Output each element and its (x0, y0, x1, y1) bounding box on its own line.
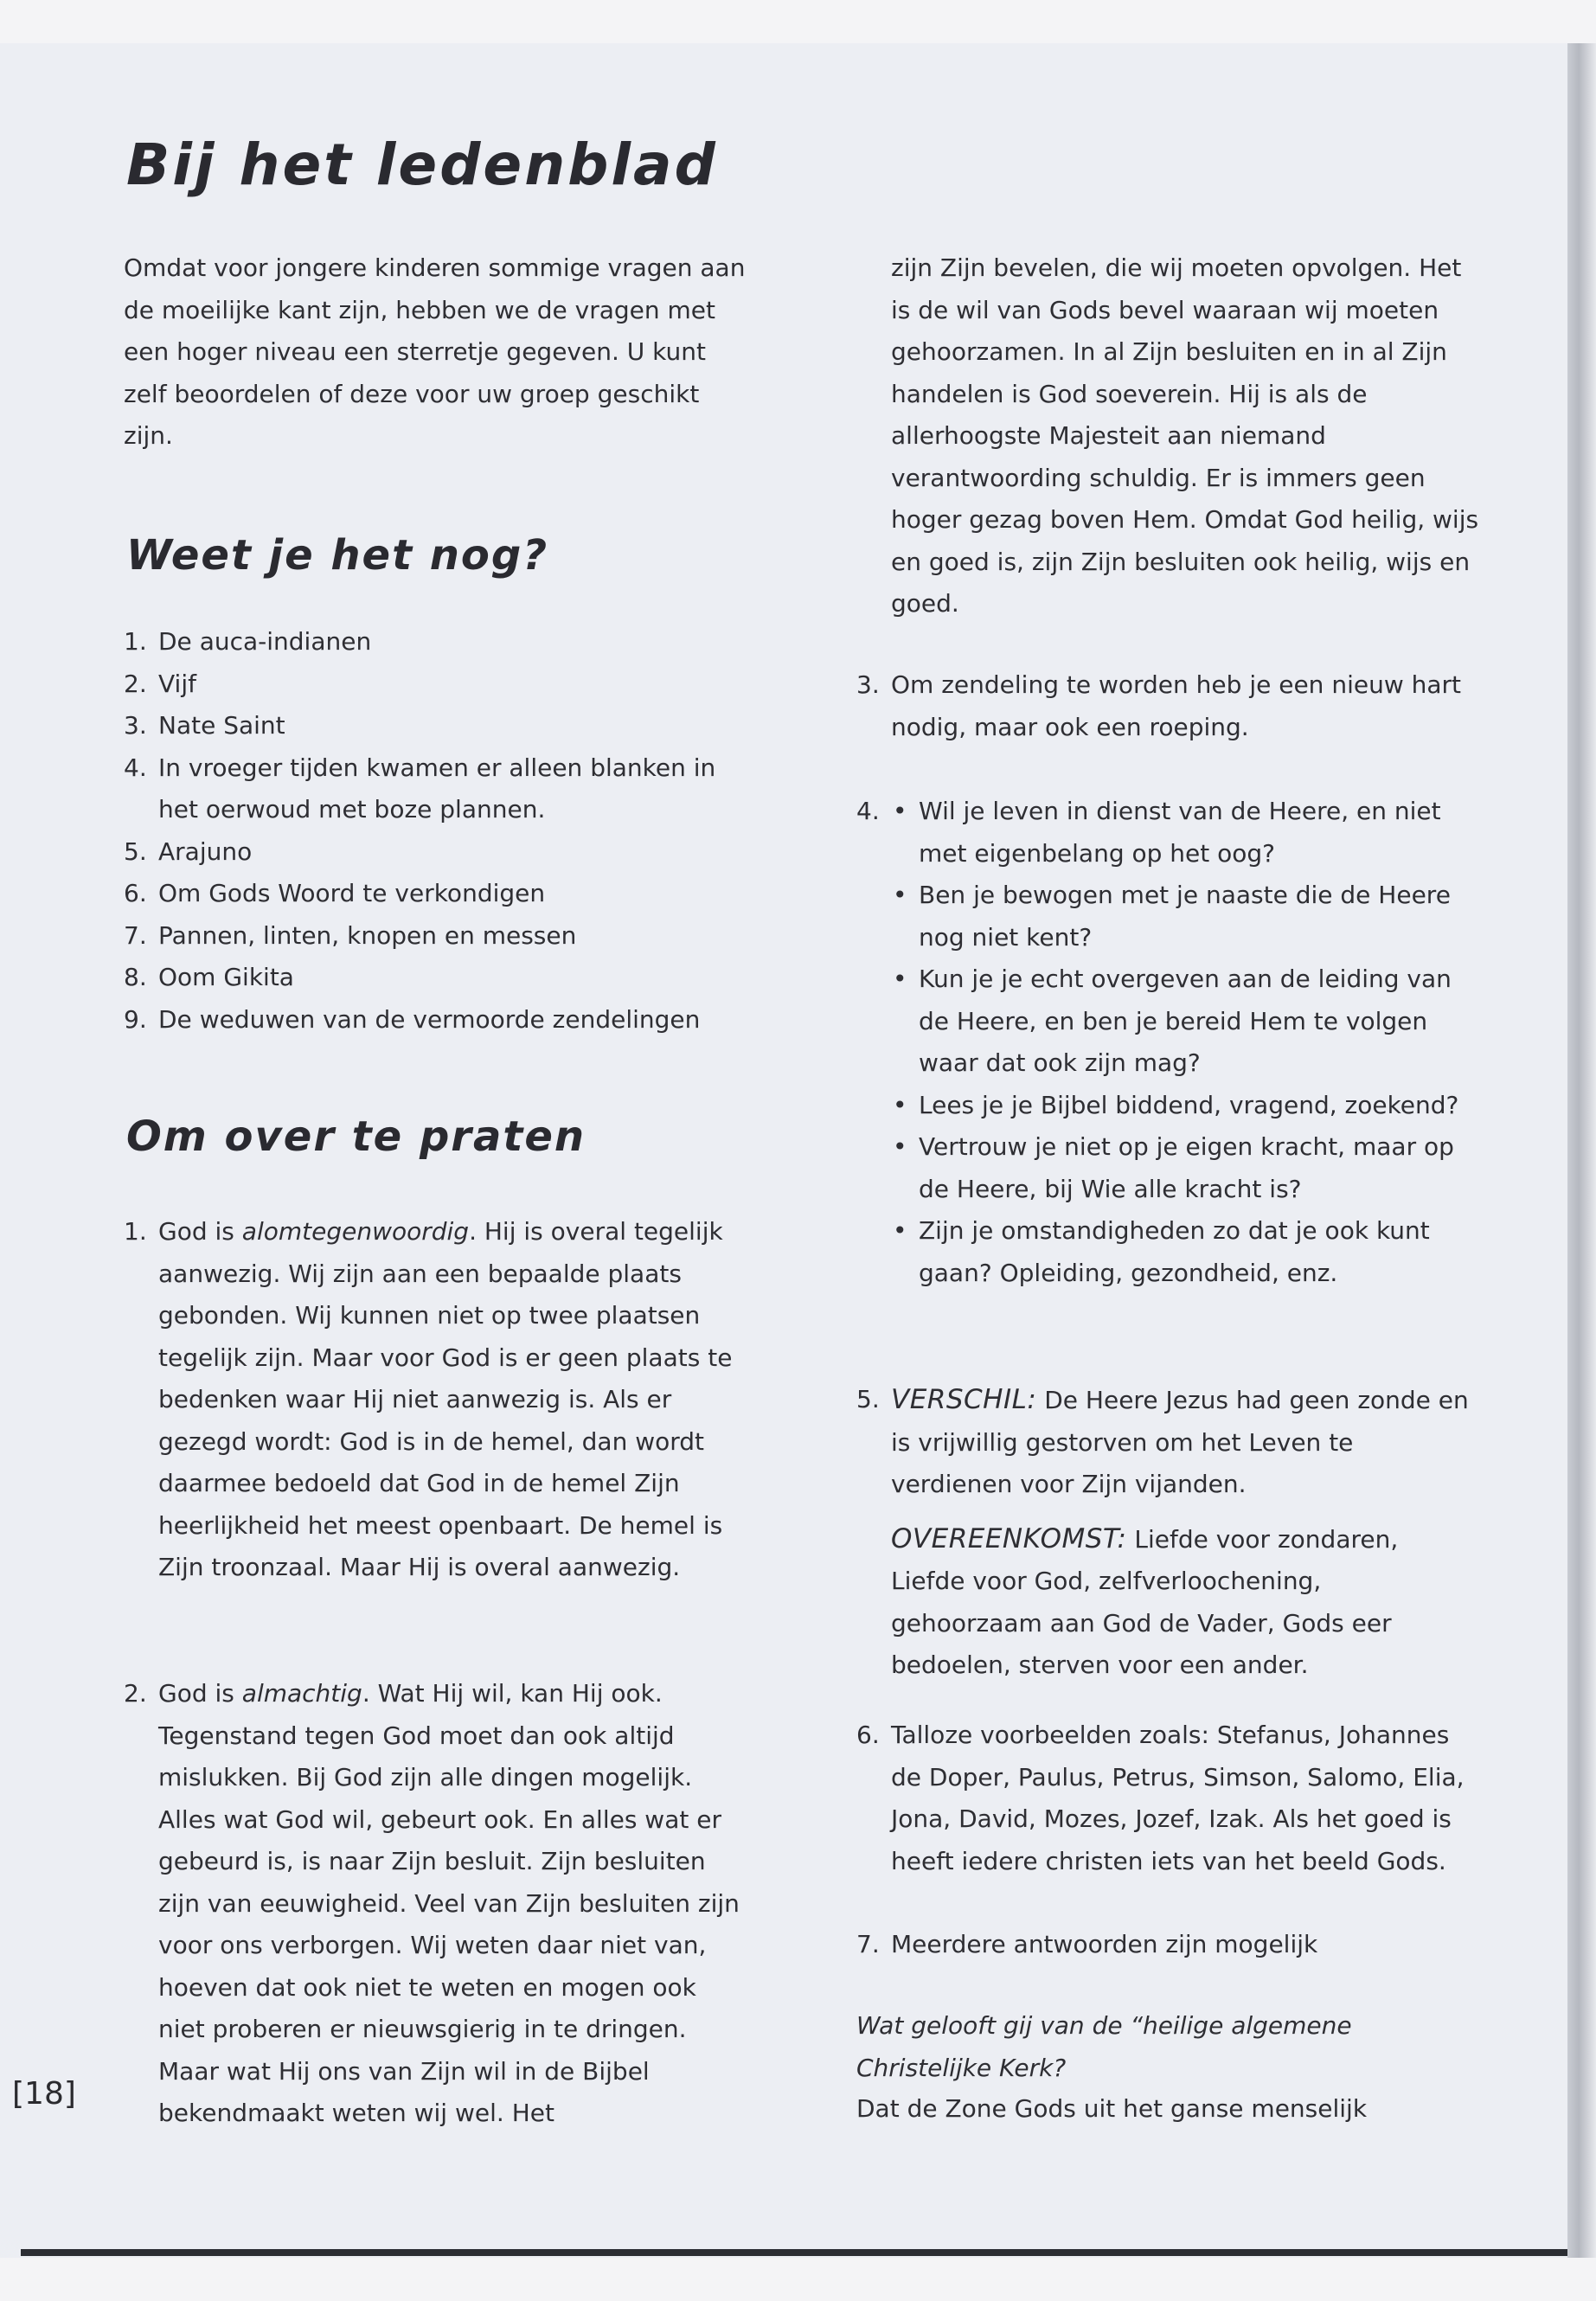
list-item: 6. Om Gods Woord te verkondigen (124, 879, 546, 907)
intro-paragraph: Omdat voor jongere kinderen sommige vragen aan de moeilijke kant zijn, hebben we de vragen met een hoger niveau een sterretje gegeven. U kunt zelf beoordelen of deze voor uw groep geschikt zijn. (124, 253, 746, 450)
bullet-list (891, 791, 1479, 1294)
list-item: 2. Vijf (124, 669, 196, 698)
overeenkomst-label: OVEREENKOMST: (891, 1522, 1127, 1554)
list-item: 4. In vroeger tijden kwamen er alleen blanken in het oerwoud met boze plannen. (124, 753, 716, 824)
answer-item-5: 5. VERSCHIL: De Heere Jezus had geen zonde en is vrijwillig gestorven om het Leven te verdienen voor Zijn vijanden. OVEREENKOMST: Liefde voor zondaren, Liefde voor God, zelfverloochening, gehoorzaam aan God de Vader, Gods eer bedoelen, sterven voor een ander. (856, 1384, 1469, 1679)
list-item: 7. Pannen, linten, knopen en messen (124, 920, 577, 950)
page-binding-edge (1567, 43, 1596, 2258)
term-alomtegenwoordig: alomtegenwoordig (241, 1217, 470, 1246)
list-item: • Kun je je echt overgeven aan de leiding van de Heere, en ben je bereid Hem te volgen waar dat ook zijn mag? (893, 965, 1452, 1077)
catechism-answer: Dat de Zone Gods uit het ganse menselijk (856, 2094, 1368, 2123)
list-item: • Wil je leven in dienst van de Heere, en niet met eigenbelang op het oog? (893, 797, 1441, 868)
list-item: 8. Oom Gikita (124, 963, 294, 991)
list-item: 3. Nate Saint (124, 711, 285, 740)
page-number: [18] (12, 2076, 76, 2112)
list-item: • Vertrouw je niet op je eigen kracht, maar op de Heere, bij Wie alle kracht is? (893, 1132, 1454, 1203)
bottom-rule (21, 2249, 1567, 2256)
term-almachtig: almachtig (241, 1679, 362, 1708)
answer-item-3: 3. Om zendeling te worden heb je een nieuw hart nodig, maar ook een roeping. (856, 670, 1462, 741)
section-title-weet-je-het-nog: Weet je het nog? (126, 531, 549, 580)
section-title-om-over-te-praten: Om over te praten (126, 1112, 586, 1161)
list-item: • Lees je je Bijbel biddend, vragend, zoekend? (893, 1090, 1459, 1119)
answer-item-6: 6. Talloze voorbeelden zoals: Stefanus, Johannes de Doper, Paulus, Petrus, Simson, Salomo, Elia, Jona, David, Mozes, Jozef, Izak. Als het goed is heeft iedere christen iets van het beeld Gods. (856, 1721, 1465, 1875)
catechism-question: Wat gelooft gij van de “heilige algemene Christelijke Kerk? (856, 2011, 1352, 2082)
answer-item-7: 7. Meerdere antwoorden zijn mogelijk (856, 1930, 1318, 1958)
talk-item-2: 2. God is almachtig. Wat Hij wil, kan Hij ook. Tegenstand tegen God moet dan ook altijd mislukken. Bij God zijn alle dingen mogelijk. Alles wat God wil, gebeurt ook. En alles wat er gebeurd is, is naar Zijn besluit. Zijn besluiten zijn van eeuwigheid. Veel van Zijn besluiten zijn voor ons verborgen. Wij weten daar niet van, hoeven dat ook niet te weten en mogen ook niet proberen er nieuwsgierig in te dringen. Maar wat Hij ons van Zijn wil in de Bijbel bekendmaakt weten wij wel. Het (124, 1679, 740, 2127)
answer-item-4: 4. • Wil je leven in dienst van de Heere, en niet met eigenbelang op het oog? • Ben je bewogen met je naaste die de Heere nog niet kent? • Kun je je echt overgeven aan de leiding van de Heere, en ben je bereid Hem te volgen waar dat ook zijn mag? • Lees je je Bijbel biddend, vragend, zoekend? • Vertrouw je niet op je eigen kracht, maar op de Heere, bij Wie alle kracht is? • Zijn je omstandigheden zo dat je ook kunt gaan? Opleiding, gezondheid, enz. (856, 791, 1479, 1294)
talk-item-1: 1. God is alomtegenwoordig. Hij is overal tegelijk aanwezig. Wij zijn aan een bepaalde plaats gebonden. Wij kunnen niet op twee plaatsen tegelijk zijn. Maar voor God is er geen plaats te bedenken waar Hij niet aanwezig is. Als er gezegd wordt: God is in de hemel, dan wordt daarmee bedoeld dat God in de hemel Zijn heerlijkheid het meest openbaart. De hemel is Zijn troonzaal. Maar Hij is overal aanwezig. (124, 1217, 733, 1581)
page-title: Bij het ledenblad (126, 131, 718, 198)
list-item: • Zijn je omstandigheden zo dat je ook kunt gaan? Opleiding, gezondheid, enz. (893, 1216, 1430, 1287)
list-item: 9. De weduwen van de vermoorde zendelingen (124, 1004, 701, 1034)
continued-paragraph: zijn Zijn bevelen, die wij moeten opvolgen. Het is de wil van Gods bevel waaraan wij moeten gehoorzamen. In al Zijn besluiten en in al Zijn handelen is God soeverein. Hij is als de allerhoogste Majesteit aan niemand verantwoording schuldig. Er is immers geen hoger gezag boven Hem. Omdat God heilig, wijs en goed is, zijn Zijn besluiten ook heilig, wijs en goed. (891, 253, 1479, 618)
list-item: 1. De auca-indianen (124, 627, 372, 656)
answers-list (124, 621, 747, 1041)
list-item: • Ben je bewogen met je naaste die de Heere nog niet kent? (893, 881, 1451, 952)
list-item: 5. Arajuno (124, 836, 253, 866)
verschil-label: VERSCHIL: (891, 1384, 1037, 1415)
